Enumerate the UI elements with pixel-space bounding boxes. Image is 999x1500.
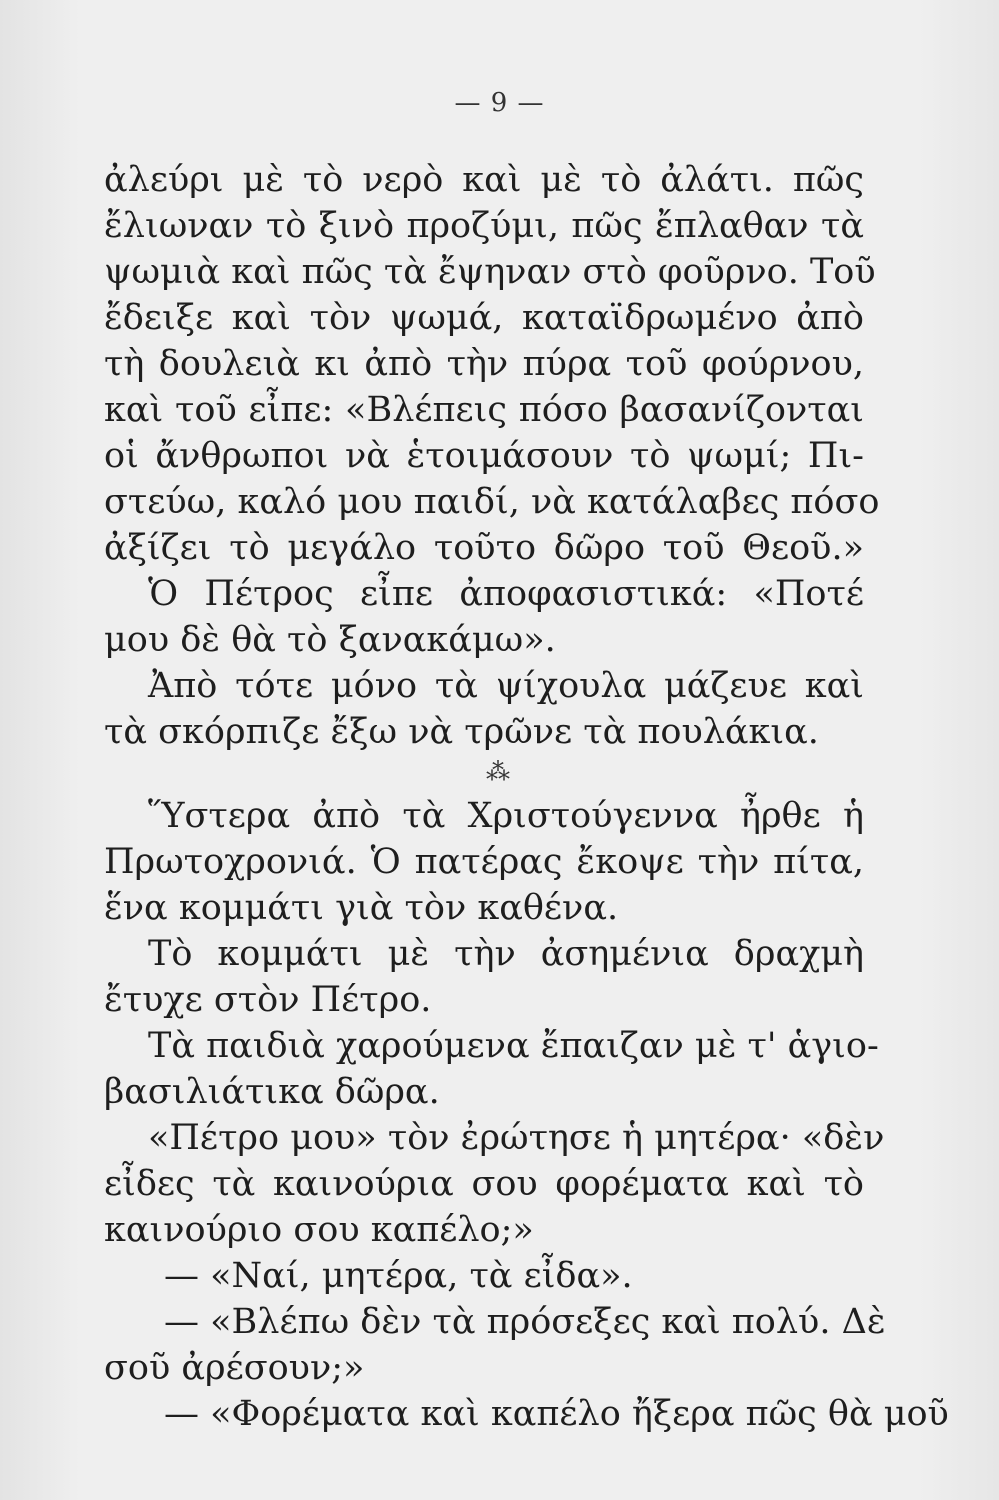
text-line: «Πέτρο μου» τὸν ἐρώτησε ἡ μητέρα· «δὲν bbox=[148, 1118, 885, 1158]
text-line: — «Βλέπω δὲν τὰ πρόσεξες καὶ πολύ. Δὲ bbox=[164, 1302, 886, 1342]
text-line: βασιλιάτικα δῶρα. bbox=[104, 1072, 440, 1112]
text-line: τὰ σκόρπιζε ἔξω νὰ τρῶνε τὰ πουλάκια. bbox=[104, 712, 819, 752]
text-line: στεύω, καλό μου παιδί, νὰ κατάλαβες πόσο bbox=[104, 482, 880, 522]
text-line: Ὕστερα ἀπὸ τὰ Χριστούγεννα ἦρθε ἡ bbox=[148, 796, 864, 836]
text-line: ἔδειξε καὶ τὸν ψωμά, καταϊδρωμένο ἀπὸ bbox=[104, 298, 864, 338]
text-line: Ἀπὸ τότε μόνο τὰ ψίχουλα μάζευε καὶ bbox=[148, 666, 864, 706]
text-line: ἔλιωναν τὸ ξινὸ προζύμι, πῶς ἔπλαθαν τὰ bbox=[104, 206, 864, 246]
text-line: ἀλεύρι μὲ τὸ νερὸ καὶ μὲ τὸ ἀλάτι. πῶς bbox=[104, 160, 864, 200]
text-line: Πρωτοχρονιά. Ὁ πατέρας ἔκοψε τὴν πίτα, bbox=[104, 842, 864, 882]
text-line: Ὁ Πέτρος εἶπε ἀποφασιστικά: «Ποτέ bbox=[148, 574, 864, 614]
text-line: τὴ δουλειὰ κι ἀπὸ τὴν πύρα τοῦ φούρνου, bbox=[104, 344, 864, 384]
text-line: — «Ναί, μητέρα, τὰ εἶδα». bbox=[164, 1256, 633, 1296]
text-line: ἔτυχε στὸν Πέτρο. bbox=[104, 980, 432, 1020]
section-break-mark: ⁂ bbox=[486, 758, 510, 786]
text-line: εἶδες τὰ καινούρια σου φορέματα καὶ τὸ bbox=[104, 1164, 864, 1204]
text-line: καινούριο σου καπέλο;» bbox=[104, 1210, 534, 1250]
text-line: μου δὲ θὰ τὸ ξανακάμω». bbox=[104, 620, 556, 660]
text-line: οἱ ἄνθρωποι νὰ ἑτοιμάσουν τὸ ψωμί; Πι- bbox=[104, 436, 864, 476]
text-line: ἀξίζει τὸ μεγάλο τοῦτο δῶρο τοῦ Θεοῦ.» bbox=[104, 528, 864, 568]
text-line: Τὸ κομμάτι μὲ τὴν ἀσημένια δραχμὴ bbox=[148, 934, 864, 974]
text-line: ψωμιὰ καὶ πῶς τὰ ἔψηναν στὸ φοῦρνο. Τοῦ bbox=[104, 252, 876, 292]
text-line: Τὰ παιδιὰ χαρούμενα ἔπαιζαν μὲ τ' ἁγιο- bbox=[148, 1026, 879, 1066]
text-line: σοῦ ἀρέσουν;» bbox=[104, 1348, 365, 1388]
text-line: — «Φορέματα καὶ καπέλο ἤξερα πῶς θὰ μοῦ bbox=[164, 1394, 949, 1434]
text-line: ἕνα κομμάτι γιὰ τὸν καθένα. bbox=[104, 888, 619, 928]
text-line: καὶ τοῦ εἶπε: «Βλέπεις πόσο βασανίζονται bbox=[104, 390, 864, 430]
page-number: — 9 — bbox=[454, 88, 545, 118]
